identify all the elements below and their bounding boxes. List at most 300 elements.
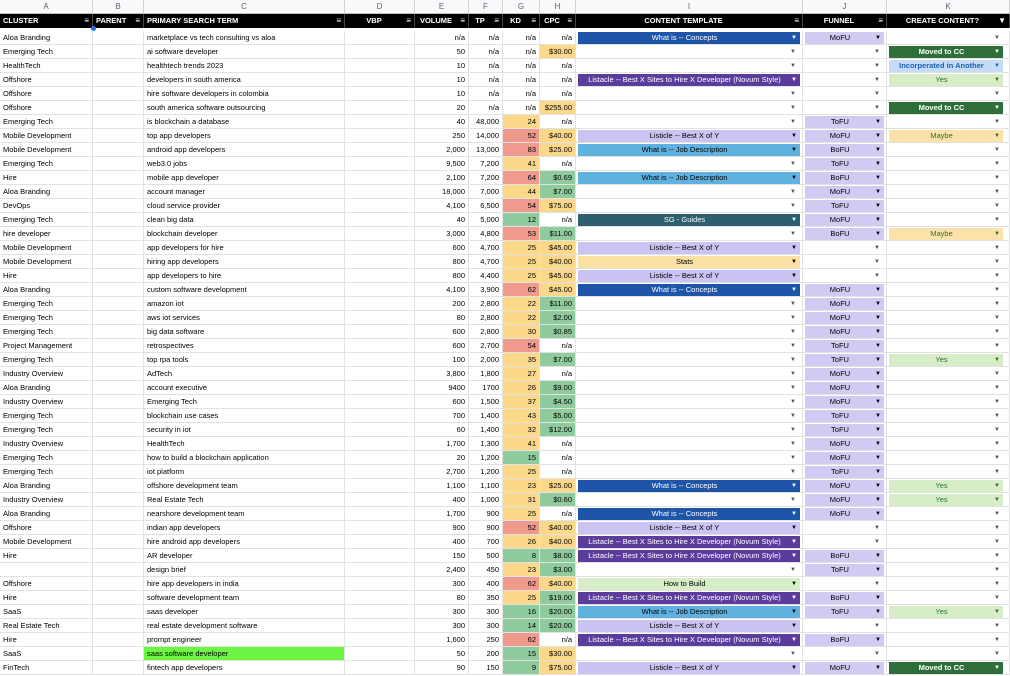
cell-kd[interactable] <box>503 423 540 437</box>
cell-cluster[interactable] <box>0 227 93 241</box>
cell-kd[interactable] <box>503 619 540 633</box>
template-chip[interactable] <box>578 130 800 142</box>
cell-cpc[interactable] <box>540 465 576 479</box>
cell-kd[interactable] <box>503 563 540 577</box>
cell-parent[interactable] <box>93 591 144 605</box>
dropdown-arrow-icon[interactable]: ▼ <box>994 301 1000 307</box>
cell-parent[interactable] <box>93 465 144 479</box>
cell-cluster[interactable] <box>0 283 93 297</box>
cell-term[interactable] <box>144 423 345 437</box>
cell-term[interactable] <box>144 353 345 367</box>
cell-term[interactable] <box>144 213 345 227</box>
column-letter-c[interactable]: C <box>144 0 345 13</box>
cell-funnel[interactable] <box>803 199 887 213</box>
cell-cpc[interactable] <box>540 227 576 241</box>
cell-vbp[interactable] <box>345 507 415 521</box>
cell-kd[interactable] <box>503 339 540 353</box>
cell-funnel[interactable] <box>803 423 887 437</box>
cell-funnel[interactable] <box>803 647 887 661</box>
cell-template[interactable] <box>576 171 803 185</box>
cell-create[interactable] <box>887 297 1010 311</box>
cell-tp[interactable] <box>469 465 503 479</box>
cell-funnel[interactable] <box>803 115 887 129</box>
cell-tp[interactable] <box>469 647 503 661</box>
cell-kd[interactable] <box>503 633 540 647</box>
cell-parent[interactable] <box>93 633 144 647</box>
dropdown-arrow-icon[interactable]: ▼ <box>790 49 796 55</box>
cell-parent[interactable] <box>93 311 144 325</box>
cell-cpc[interactable] <box>540 115 576 129</box>
cell-parent[interactable] <box>93 283 144 297</box>
dropdown-arrow-icon[interactable]: ▼ <box>994 133 1000 139</box>
dropdown-arrow-icon[interactable]: ▼ <box>791 511 797 517</box>
cell-parent[interactable] <box>93 199 144 213</box>
cell-tp[interactable] <box>469 577 503 591</box>
cell-volume[interactable] <box>415 451 469 465</box>
create-content-chip[interactable] <box>889 606 1003 618</box>
column-letter-f[interactable]: F <box>469 0 503 13</box>
cell-kd[interactable] <box>503 143 540 157</box>
cell-volume[interactable] <box>415 87 469 101</box>
funnel-chip[interactable] <box>805 494 884 506</box>
template-chip[interactable] <box>578 270 800 282</box>
cell-tp[interactable] <box>469 311 503 325</box>
cell-cluster[interactable] <box>0 297 93 311</box>
dropdown-arrow-icon[interactable]: ▼ <box>875 133 881 139</box>
cell-term[interactable] <box>144 45 345 59</box>
cell-vbp[interactable] <box>345 479 415 493</box>
dropdown-arrow-icon[interactable]: ▼ <box>791 273 797 279</box>
cell-vbp[interactable] <box>345 87 415 101</box>
dropdown-arrow-icon[interactable]: ▼ <box>994 91 1000 97</box>
cell-create[interactable] <box>887 269 1010 283</box>
cell-cluster[interactable] <box>0 311 93 325</box>
cell-term[interactable] <box>144 59 345 73</box>
column-letter-j[interactable]: J <box>803 0 887 13</box>
funnel-chip[interactable] <box>805 662 884 674</box>
cell-cluster[interactable] <box>0 87 93 101</box>
cell-funnel[interactable] <box>803 563 887 577</box>
dropdown-arrow-icon[interactable]: ▼ <box>791 175 797 181</box>
cell-create[interactable] <box>887 465 1010 479</box>
cell-cluster[interactable] <box>0 45 93 59</box>
dropdown-arrow-icon[interactable]: ▼ <box>875 315 881 321</box>
cell-parent[interactable] <box>93 451 144 465</box>
cell-kd[interactable] <box>503 59 540 73</box>
cell-template[interactable] <box>576 423 803 437</box>
cell-create[interactable] <box>887 479 1010 493</box>
dropdown-arrow-icon[interactable]: ▼ <box>994 175 1000 181</box>
cell-create[interactable] <box>887 73 1010 87</box>
cell-kd[interactable] <box>503 577 540 591</box>
dropdown-arrow-icon[interactable]: ▼ <box>875 553 881 559</box>
cell-volume[interactable] <box>415 633 469 647</box>
cell-template[interactable] <box>576 367 803 381</box>
cell-tp[interactable] <box>469 73 503 87</box>
dropdown-arrow-icon[interactable]: ▼ <box>875 469 881 475</box>
cell-funnel[interactable] <box>803 101 887 115</box>
cell-volume[interactable] <box>415 73 469 87</box>
cell-vbp[interactable] <box>345 619 415 633</box>
cell-cluster[interactable] <box>0 199 93 213</box>
cell-volume[interactable] <box>415 157 469 171</box>
cell-funnel[interactable] <box>803 549 887 563</box>
cell-kd[interactable] <box>503 451 540 465</box>
dropdown-arrow-icon[interactable]: ▼ <box>875 161 881 167</box>
cell-kd[interactable] <box>503 605 540 619</box>
cell-tp[interactable] <box>469 381 503 395</box>
cell-vbp[interactable] <box>345 73 415 87</box>
cell-kd[interactable] <box>503 409 540 423</box>
dropdown-arrow-icon[interactable]: ▼ <box>994 161 1000 167</box>
filter-active-icon[interactable]: ▼ <box>998 16 1006 25</box>
dropdown-arrow-icon[interactable]: ▼ <box>791 35 797 41</box>
cell-template[interactable] <box>576 213 803 227</box>
cell-tp[interactable] <box>469 213 503 227</box>
template-chip[interactable] <box>578 242 800 254</box>
cell-tp[interactable] <box>469 129 503 143</box>
dropdown-arrow-icon[interactable]: ▼ <box>875 511 881 517</box>
filter-icon[interactable]: ≡ <box>531 16 536 25</box>
dropdown-arrow-icon[interactable]: ▼ <box>790 189 796 195</box>
cell-parent[interactable] <box>93 395 144 409</box>
dropdown-arrow-icon[interactable]: ▼ <box>994 203 1000 209</box>
cell-template[interactable] <box>576 185 803 199</box>
cell-term[interactable] <box>144 297 345 311</box>
create-content-chip[interactable] <box>889 46 1003 58</box>
cell-cluster[interactable] <box>0 661 93 675</box>
cell-cpc[interactable] <box>540 185 576 199</box>
cell-funnel[interactable] <box>803 437 887 451</box>
cell-term[interactable] <box>144 241 345 255</box>
cell-cluster[interactable] <box>0 115 93 129</box>
cell-vbp[interactable] <box>345 45 415 59</box>
funnel-chip[interactable] <box>805 354 884 366</box>
dropdown-arrow-icon[interactable]: ▼ <box>875 189 881 195</box>
dropdown-arrow-icon[interactable]: ▼ <box>874 77 880 83</box>
cell-cluster[interactable] <box>0 269 93 283</box>
dropdown-arrow-icon[interactable]: ▼ <box>994 483 1000 489</box>
cell-create[interactable] <box>887 31 1010 45</box>
cell-volume[interactable] <box>415 549 469 563</box>
cell-cpc[interactable] <box>540 255 576 269</box>
cell-kd[interactable] <box>503 437 540 451</box>
dropdown-arrow-icon[interactable]: ▼ <box>875 665 881 671</box>
cell-cluster[interactable] <box>0 101 93 115</box>
dropdown-arrow-icon[interactable]: ▼ <box>875 497 881 503</box>
dropdown-arrow-icon[interactable]: ▼ <box>994 567 1000 573</box>
cell-create[interactable] <box>887 395 1010 409</box>
cell-funnel[interactable] <box>803 171 887 185</box>
dropdown-arrow-icon[interactable]: ▼ <box>790 119 796 125</box>
cell-parent[interactable] <box>93 535 144 549</box>
cell-vbp[interactable] <box>345 129 415 143</box>
template-chip[interactable] <box>578 74 800 86</box>
cell-cluster[interactable] <box>0 395 93 409</box>
cell-vbp[interactable] <box>345 227 415 241</box>
cell-vbp[interactable] <box>345 353 415 367</box>
cell-tp[interactable] <box>469 633 503 647</box>
dropdown-arrow-icon[interactable]: ▼ <box>994 119 1000 125</box>
cell-volume[interactable] <box>415 619 469 633</box>
cell-template[interactable] <box>576 297 803 311</box>
cell-create[interactable] <box>887 227 1010 241</box>
dropdown-arrow-icon[interactable]: ▼ <box>790 161 796 167</box>
cell-cpc[interactable] <box>540 605 576 619</box>
dropdown-arrow-icon[interactable]: ▼ <box>875 371 881 377</box>
cell-parent[interactable] <box>93 269 144 283</box>
template-chip[interactable] <box>578 522 800 534</box>
dropdown-arrow-icon[interactable]: ▼ <box>790 371 796 377</box>
cell-cpc[interactable] <box>540 45 576 59</box>
cell-parent[interactable] <box>93 619 144 633</box>
cell-kd[interactable] <box>503 311 540 325</box>
create-content-chip[interactable] <box>889 480 1003 492</box>
cell-template[interactable] <box>576 633 803 647</box>
cell-template[interactable] <box>576 269 803 283</box>
dropdown-arrow-icon[interactable]: ▼ <box>875 287 881 293</box>
cell-cluster[interactable] <box>0 451 93 465</box>
cell-vbp[interactable] <box>345 367 415 381</box>
cell-cluster[interactable] <box>0 423 93 437</box>
dropdown-arrow-icon[interactable]: ▼ <box>790 91 796 97</box>
cell-term[interactable] <box>144 437 345 451</box>
dropdown-arrow-icon[interactable]: ▼ <box>874 91 880 97</box>
column-letter-a[interactable]: A <box>0 0 93 13</box>
dropdown-arrow-icon[interactable]: ▼ <box>790 357 796 363</box>
cell-cpc[interactable] <box>540 493 576 507</box>
selection-handle[interactable] <box>91 26 96 31</box>
cell-vbp[interactable] <box>345 31 415 45</box>
cell-template[interactable] <box>576 563 803 577</box>
cell-kd[interactable] <box>503 661 540 675</box>
funnel-chip[interactable] <box>805 466 884 478</box>
cell-kd[interactable] <box>503 283 540 297</box>
create-content-chip[interactable] <box>889 228 1003 240</box>
cell-cluster[interactable] <box>0 171 93 185</box>
cell-volume[interactable] <box>415 493 469 507</box>
cell-cluster[interactable] <box>0 409 93 423</box>
cell-tp[interactable] <box>469 507 503 521</box>
cell-cluster[interactable] <box>0 535 93 549</box>
dropdown-arrow-icon[interactable]: ▼ <box>994 469 1000 475</box>
cell-tp[interactable] <box>469 325 503 339</box>
cell-cluster[interactable] <box>0 73 93 87</box>
cell-template[interactable] <box>576 493 803 507</box>
cell-vbp[interactable] <box>345 213 415 227</box>
cell-funnel[interactable] <box>803 507 887 521</box>
cell-template[interactable] <box>576 451 803 465</box>
cell-cluster[interactable] <box>0 507 93 521</box>
header-funnel[interactable] <box>803 14 887 28</box>
cell-parent[interactable] <box>93 479 144 493</box>
template-chip[interactable] <box>578 256 800 268</box>
cell-volume[interactable] <box>415 311 469 325</box>
cell-create[interactable] <box>887 367 1010 381</box>
cell-funnel[interactable] <box>803 479 887 493</box>
cell-cluster[interactable] <box>0 563 93 577</box>
cell-cluster[interactable] <box>0 633 93 647</box>
cell-cluster[interactable] <box>0 577 93 591</box>
cell-cpc[interactable] <box>540 591 576 605</box>
cell-vbp[interactable] <box>345 591 415 605</box>
cell-parent[interactable] <box>93 605 144 619</box>
dropdown-arrow-icon[interactable]: ▼ <box>874 525 880 531</box>
cell-kd[interactable] <box>503 395 540 409</box>
cell-template[interactable] <box>576 45 803 59</box>
cell-term[interactable] <box>144 143 345 157</box>
cell-term[interactable] <box>144 563 345 577</box>
cell-cpc[interactable] <box>540 213 576 227</box>
cell-create[interactable] <box>887 311 1010 325</box>
funnel-chip[interactable] <box>805 158 884 170</box>
cell-funnel[interactable] <box>803 185 887 199</box>
dropdown-arrow-icon[interactable]: ▼ <box>875 35 881 41</box>
cell-tp[interactable] <box>469 591 503 605</box>
header-cpc[interactable] <box>540 14 576 28</box>
cell-cluster[interactable] <box>0 381 93 395</box>
dropdown-arrow-icon[interactable]: ▼ <box>994 245 1000 251</box>
cell-term[interactable] <box>144 157 345 171</box>
cell-tp[interactable] <box>469 535 503 549</box>
cell-funnel[interactable] <box>803 521 887 535</box>
cell-term[interactable] <box>144 199 345 213</box>
cell-term[interactable] <box>144 339 345 353</box>
dropdown-arrow-icon[interactable]: ▼ <box>994 49 1000 55</box>
dropdown-arrow-icon[interactable]: ▼ <box>994 343 1000 349</box>
cell-template[interactable] <box>576 129 803 143</box>
template-chip[interactable] <box>578 550 800 562</box>
cell-funnel[interactable] <box>803 213 887 227</box>
dropdown-arrow-icon[interactable]: ▼ <box>791 595 797 601</box>
cell-tp[interactable] <box>469 283 503 297</box>
cell-kd[interactable] <box>503 73 540 87</box>
header-volume[interactable] <box>415 14 469 28</box>
template-chip[interactable] <box>578 172 800 184</box>
cell-cluster[interactable] <box>0 605 93 619</box>
cell-tp[interactable] <box>469 115 503 129</box>
filter-icon[interactable]: ≡ <box>878 16 883 25</box>
cell-cluster[interactable] <box>0 213 93 227</box>
dropdown-arrow-icon[interactable]: ▼ <box>994 217 1000 223</box>
cell-term[interactable] <box>144 535 345 549</box>
cell-funnel[interactable] <box>803 395 887 409</box>
cell-template[interactable] <box>576 381 803 395</box>
cell-parent[interactable] <box>93 101 144 115</box>
funnel-chip[interactable] <box>805 228 884 240</box>
cell-template[interactable] <box>576 479 803 493</box>
cell-kd[interactable] <box>503 465 540 479</box>
funnel-chip[interactable] <box>805 214 884 226</box>
dropdown-arrow-icon[interactable]: ▼ <box>791 77 797 83</box>
dropdown-arrow-icon[interactable]: ▼ <box>791 609 797 615</box>
funnel-chip[interactable] <box>805 424 884 436</box>
cell-term[interactable] <box>144 269 345 283</box>
dropdown-arrow-icon[interactable]: ▼ <box>874 259 880 265</box>
dropdown-arrow-icon[interactable]: ▼ <box>790 315 796 321</box>
cell-kd[interactable] <box>503 227 540 241</box>
cell-funnel[interactable] <box>803 353 887 367</box>
dropdown-arrow-icon[interactable]: ▼ <box>875 217 881 223</box>
cell-template[interactable] <box>576 115 803 129</box>
cell-tp[interactable] <box>469 87 503 101</box>
cell-create[interactable] <box>887 129 1010 143</box>
cell-cpc[interactable] <box>540 73 576 87</box>
cell-cluster[interactable] <box>0 437 93 451</box>
cell-volume[interactable] <box>415 423 469 437</box>
cell-kd[interactable] <box>503 185 540 199</box>
create-content-chip[interactable] <box>889 102 1003 114</box>
dropdown-arrow-icon[interactable]: ▼ <box>791 525 797 531</box>
dropdown-arrow-icon[interactable]: ▼ <box>875 441 881 447</box>
funnel-chip[interactable] <box>805 410 884 422</box>
cell-cpc[interactable] <box>540 409 576 423</box>
cell-funnel[interactable] <box>803 465 887 479</box>
funnel-chip[interactable] <box>805 438 884 450</box>
dropdown-arrow-icon[interactable]: ▼ <box>875 343 881 349</box>
cell-volume[interactable] <box>415 661 469 675</box>
cell-cpc[interactable] <box>540 395 576 409</box>
cell-cpc[interactable] <box>540 423 576 437</box>
cell-template[interactable] <box>576 59 803 73</box>
cell-term[interactable] <box>144 661 345 675</box>
cell-term[interactable] <box>144 451 345 465</box>
cell-parent[interactable] <box>93 367 144 381</box>
dropdown-arrow-icon[interactable]: ▼ <box>874 63 880 69</box>
template-chip[interactable] <box>578 578 800 590</box>
cell-kd[interactable] <box>503 535 540 549</box>
cell-kd[interactable] <box>503 353 540 367</box>
cell-cluster[interactable] <box>0 465 93 479</box>
cell-vbp[interactable] <box>345 605 415 619</box>
cell-volume[interactable] <box>415 647 469 661</box>
cell-parent[interactable] <box>93 255 144 269</box>
funnel-chip[interactable] <box>805 382 884 394</box>
cell-tp[interactable] <box>469 339 503 353</box>
dropdown-arrow-icon[interactable]: ▼ <box>994 399 1000 405</box>
column-letter-i[interactable]: I <box>576 0 803 13</box>
dropdown-arrow-icon[interactable]: ▼ <box>791 581 797 587</box>
cell-volume[interactable] <box>415 171 469 185</box>
column-letter-g[interactable]: G <box>503 0 540 13</box>
cell-funnel[interactable] <box>803 241 887 255</box>
cell-kd[interactable] <box>503 647 540 661</box>
cell-term[interactable] <box>144 311 345 325</box>
cell-funnel[interactable] <box>803 409 887 423</box>
cell-kd[interactable] <box>503 493 540 507</box>
cell-parent[interactable] <box>93 577 144 591</box>
cell-vbp[interactable] <box>345 269 415 283</box>
cell-cpc[interactable] <box>540 157 576 171</box>
cell-tp[interactable] <box>469 479 503 493</box>
cell-create[interactable] <box>887 185 1010 199</box>
cell-funnel[interactable] <box>803 87 887 101</box>
dropdown-arrow-icon[interactable]: ▼ <box>994 105 1000 111</box>
cell-volume[interactable] <box>415 31 469 45</box>
template-chip[interactable] <box>578 214 800 226</box>
template-chip[interactable] <box>578 144 800 156</box>
dropdown-arrow-icon[interactable]: ▼ <box>875 231 881 237</box>
cell-cluster[interactable] <box>0 647 93 661</box>
dropdown-arrow-icon[interactable]: ▼ <box>994 77 1000 83</box>
cell-tp[interactable] <box>469 297 503 311</box>
cell-template[interactable] <box>576 241 803 255</box>
dropdown-arrow-icon[interactable]: ▼ <box>790 413 796 419</box>
cell-parent[interactable] <box>93 45 144 59</box>
cell-parent[interactable] <box>93 115 144 129</box>
cell-kd[interactable] <box>503 45 540 59</box>
cell-cpc[interactable] <box>540 521 576 535</box>
